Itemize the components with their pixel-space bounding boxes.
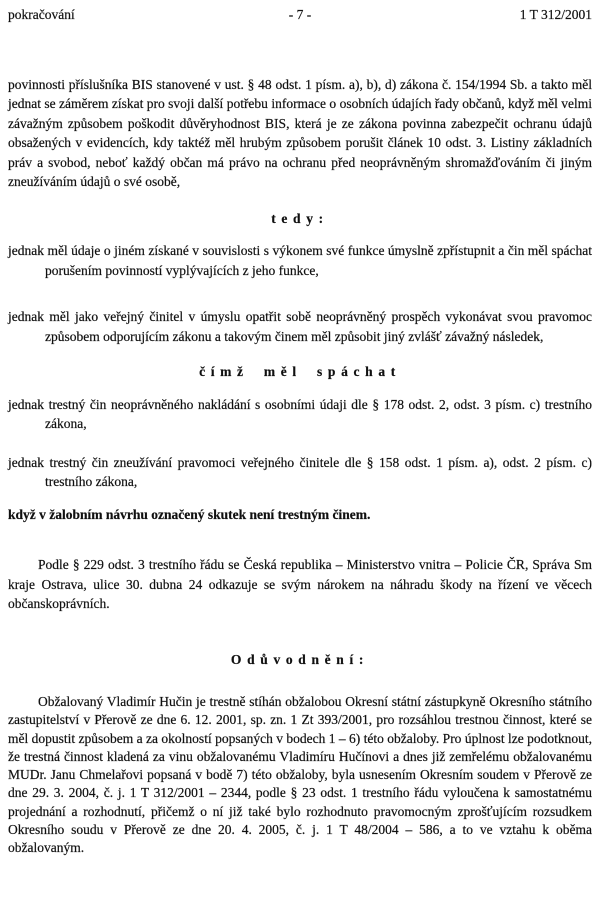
heading-tedy: tedy:: [271, 210, 329, 226]
paragraph-offense-personal-data: jednak trestný čin neoprávněného nakládání s osobními údaji dle § 178 odst. 2, odst. 3 písm. c) trestního zákona,: [8, 396, 592, 431]
paragraph-damages-referral: Podle § 229 odst. 3 trestního řádu se Česká republika – Ministerstvo vnitra – Policie ČR, Správa Sm kraje Ostrava, ulice 30. dubna 24 odkazuje se svým nárokem na náhradu škody na řízení ve věcech občanskoprávních.: [8, 557, 592, 611]
paragraph-jednak-public-official: jednak měl jako veřejný činitel v úmyslu opatřit sobě neoprávněný prospěch vykonávat svou pravomoc způsobem odporujícím zákonu a takovým činem měl způsobit jiný zvlášť závažný následek,: [8, 309, 592, 344]
header-page-number: - 7 -: [288, 7, 312, 22]
heading-oduvodneni: Odůvodnění:: [230, 651, 370, 667]
heading-cimz-mel-spachat: čímž měl spáchat: [199, 364, 401, 379]
paragraph-offense-abuse-of-power: jednak trestný čin zneužívání pravomoci veřejného činitele dle § 158 odst. 1 písm. a), odst. 2 písm. c) trestního zákona,: [8, 454, 592, 489]
paragraph-bis-duties: povinnosti příslušníka BIS stanovené v ust. § 48 odst. 1 písm. a), b), d) zákona č. 154/1994 Sb. a takto měl jednat se záměrem získat pro svoji další potřebu informace o osobních údajích řady občanů, když měl velmi závažným způsobem poškodit důvěryhodnost BIS, která je ze zákona povinna zabezpečit ochranu údajů obsažených v evidencích, kdy taktéž měl hrubým způsobem porušit článek 10 odst. 3. Listiny základních práv a svobod, neboť každý občan má právo na ochranu před neoprávněným shromažďováním či jiným zneužíváním údajů o své osobě,: [8, 76, 592, 189]
page-header: [8, 5, 592, 25]
paragraph-jednak-data-disclosure: jednak měl údaje o jiném získané v souvislosti s výkonem své funkce úmyslně zpřístupnit a čin měl spáchat porušením povinností vyplývajících z jeho funkce,: [8, 243, 592, 278]
paragraph-not-a-crime-statement: když v žalobním návrhu označený skutek není trestným činem.: [8, 506, 371, 522]
header-case-number: 1 T 312/2001: [519, 7, 592, 22]
header-continuation-label: pokračování: [8, 7, 75, 22]
paragraph-reasoning-intro: Obžalovaný Vladimír Hučin je trestně stíhán obžalobou Okresní státní zástupkyně Okresního státního zastupitelství v Přerově ze dne 6. 12. 2001, sp. zn. 1 Zt 393/2001, pro rozsáhlou trestnou činnost, které se měl dopustit způsobem a za okolností popsaných v bodech 1 – 6) této obžaloby. Pro úplnost lze podotknout, že trestná činnost kladená za vinu obžalovanému Vladimíru Hučínovi a dnes již zemřelému obžalovanému MUDr. Janu Chmelařovi popsaná v bodě 7) této obžaloby, byla usnesením Okresním soudem v Přerově ze dne 29. 3. 2004, č. j. 1 T 312/2001 – 2344, podle § 23 odst. 1 trestního řádu vyloučena k samostatnému projednání a rozhodnutí, přičemž o ní již také bylo rozhodnuto pravomocným zprošťujícím rozsudkem Okresního soudu v Přerově ze dne 20. 4. 2005, č. j. 1 T 48/2004 – 586, a to ve vztahu k oběma obžalovaným.: [8, 694, 592, 856]
